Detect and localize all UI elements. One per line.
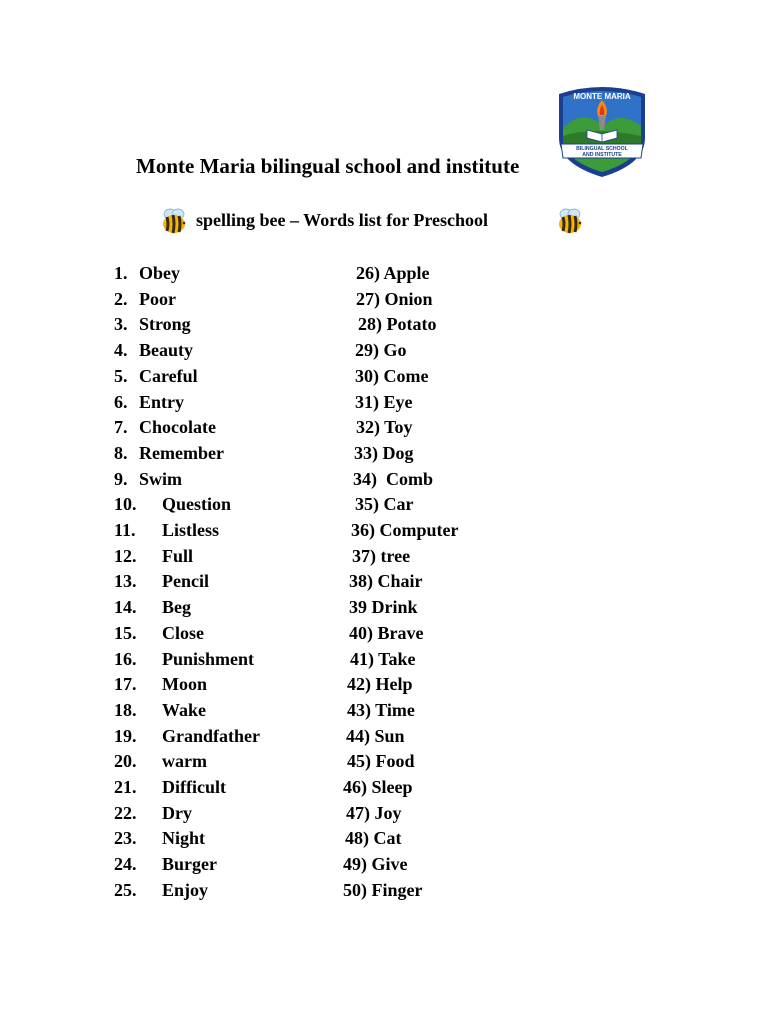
item-word: Grandfather — [162, 725, 260, 746]
list-item: 28) Potato — [358, 314, 437, 335]
item-number: 20. — [114, 751, 137, 772]
item-number: 24. — [114, 854, 137, 875]
item-word: Difficult — [162, 777, 226, 797]
item-number: 10. — [114, 494, 137, 515]
logo-top-text: MONTE MARIA — [573, 92, 631, 101]
list-item: 33) Dog — [354, 442, 414, 463]
item-number: 18. — [114, 699, 137, 720]
school-crest-logo — [553, 86, 651, 178]
item-number: 11. — [114, 520, 136, 540]
list-item: 38) Chair — [349, 571, 423, 592]
item-word: Full — [162, 545, 194, 566]
item-word: Enjoy — [162, 879, 209, 900]
list-item: 42) Help — [347, 674, 413, 695]
item-number: 2. — [114, 288, 128, 309]
item-number: 22. — [114, 802, 137, 823]
item-number: 4. — [114, 340, 128, 361]
item-word: Beauty — [139, 340, 193, 361]
item-word: Question — [162, 494, 232, 515]
item-word: Swim — [139, 468, 183, 489]
list-item: 39 Drink — [349, 597, 418, 618]
item-word: Pencil — [162, 571, 209, 592]
item-word: Wake — [162, 699, 207, 720]
item-number: 14. — [114, 597, 137, 618]
bee-icon — [556, 206, 584, 236]
list-item: 35) Car — [355, 494, 414, 515]
item-number: 15. — [114, 622, 137, 643]
item-word: Careful — [139, 365, 198, 386]
item-number: 12. — [114, 545, 137, 566]
list-item: 45) Food — [347, 751, 415, 772]
item-word: Punishment — [162, 648, 255, 669]
item-number: 7. — [114, 417, 128, 438]
item-number: 3. — [114, 314, 128, 335]
list-item: 30) Come — [355, 365, 429, 386]
item-number: 23. — [114, 828, 137, 849]
item-number: 6. — [114, 391, 128, 412]
page-title: Monte Maria bilingual school and institute — [136, 154, 520, 178]
logo-banner-text: BILINGUAL SCHOOL — [576, 146, 628, 152]
list-item: 44) Sun — [346, 725, 405, 746]
list-item: 43) Time — [347, 699, 415, 720]
list-item: 46) Sleep — [343, 777, 413, 797]
item-number: 5. — [114, 365, 128, 386]
item-word: Remember — [139, 442, 224, 463]
item-number: 1. — [114, 263, 128, 283]
list-item: 36) Computer — [351, 520, 459, 540]
list-item: 31) Eye — [355, 391, 413, 412]
item-word: Beg — [162, 597, 191, 618]
list-item: 37) tree — [352, 545, 411, 566]
bee-icon — [160, 206, 188, 236]
list-item: 34) Comb — [353, 468, 433, 489]
subtitle: spelling bee – Words list for Preschool — [196, 210, 489, 230]
item-word: Obey — [139, 263, 181, 283]
item-word: Dry — [162, 802, 192, 823]
item-word: Burger — [162, 854, 217, 875]
item-word: Listless — [162, 520, 220, 540]
item-word: warm — [162, 751, 207, 772]
item-number: 16. — [114, 648, 137, 669]
item-word: Strong — [139, 314, 191, 335]
list-item: 49) Give — [343, 854, 408, 875]
item-number: 25. — [114, 879, 137, 900]
list-item: 27) Onion — [356, 288, 433, 309]
item-word: Night — [162, 828, 206, 849]
list-item: 26) Apple — [356, 263, 430, 283]
item-number: 8. — [114, 442, 128, 463]
subtitle-row — [160, 206, 590, 238]
list-item: 40) Brave — [349, 622, 424, 643]
item-number: 21. — [114, 777, 137, 797]
item-word: Moon — [162, 674, 207, 695]
item-word: Poor — [139, 288, 176, 309]
item-word: Close — [162, 622, 204, 643]
item-word: Chocolate — [139, 417, 216, 438]
list-item: 48) Cat — [345, 828, 402, 849]
list-item: 29) Go — [355, 340, 407, 361]
list-item: 50) Finger — [343, 879, 423, 900]
svg-text:AND INSTITUTE: AND INSTITUTE — [582, 152, 622, 158]
item-word: Entry — [139, 391, 184, 412]
list-item: 47) Joy — [346, 802, 402, 823]
item-number: 9. — [114, 468, 128, 489]
item-number: 13. — [114, 571, 137, 592]
item-number: 19. — [114, 725, 137, 746]
list-item: 32) Toy — [356, 417, 413, 438]
item-number: 17. — [114, 674, 137, 695]
list-item: 41) Take — [350, 648, 416, 669]
